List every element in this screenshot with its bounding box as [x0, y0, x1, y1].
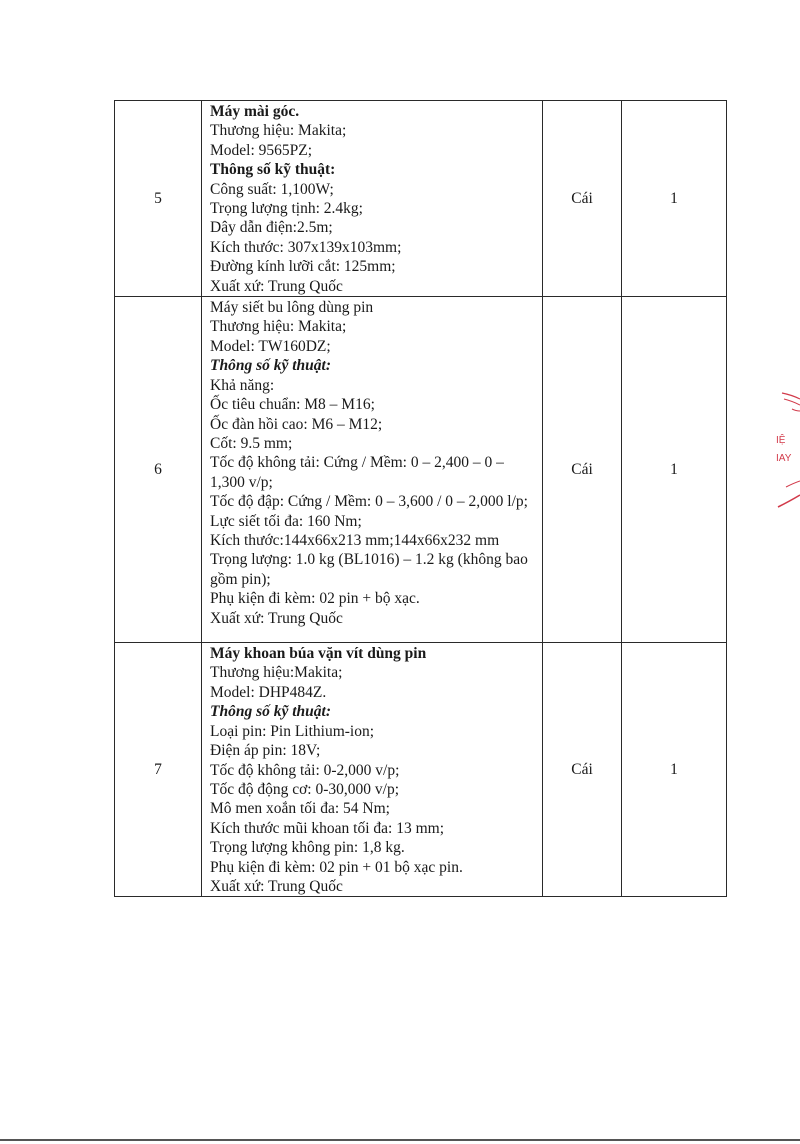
description-line: Kích thước:144x66x213 mm;144x66x232 mm [210, 531, 500, 549]
description-line: Kích thước mũi khoan tối đa: 13 mm; [210, 819, 444, 837]
description-line: Phụ kiện đi kèm: 02 pin + bộ xạc. [210, 590, 420, 608]
description-line: Xuất xứ: Trung Quốc [210, 277, 343, 295]
description-line: Trọng lượng không pin: 1,8 kg. [210, 839, 405, 857]
description-line: Mô men xoắn tối đa: 54 Nm; [210, 800, 390, 818]
description-line: Tốc độ không tải: Cứng / Mềm: 0 – 2,400 – 0 – 1,300 v/p; [210, 454, 504, 491]
description-line: Điện áp pin: 18V; [210, 742, 321, 760]
description-line: Kích thước: 307x139x103mm; [210, 238, 402, 256]
description-line: Tốc độ động cơ: 0-30,000 v/p; [210, 780, 400, 798]
description-line: Loại pin: Pin Lithium-ion; [210, 722, 375, 740]
item-description [202, 297, 543, 643]
unit-cell: Cái [543, 101, 622, 297]
description-line: Dây dẫn điện:2.5m; [210, 219, 333, 237]
description-line: Trọng lượng: 1.0 kg (BL1016) – 1.2 kg (không bao gồm pin); [210, 551, 528, 588]
description-line: Trọng lượng tịnh: 2.4kg; [210, 200, 363, 218]
description-line: Phụ kiện đi kèm: 02 pin + 01 bộ xạc pin. [210, 858, 463, 876]
scan-bottom-edge [0, 1139, 800, 1141]
unit-cell: Cái [543, 643, 622, 897]
description-line: Khả năng: [210, 376, 275, 394]
quantity-cell: 1 [622, 643, 727, 897]
description-line: Model: TW160DZ; [210, 337, 331, 355]
description-line: Thương hiệu: Makita; [210, 122, 347, 140]
description-line: Thương hiệu: Makita; [210, 318, 347, 336]
description-line: Cốt: 9.5 mm; [210, 434, 293, 452]
item-description [202, 101, 543, 297]
row-number: 7 [115, 643, 202, 897]
unit-cell: Cái [543, 297, 622, 643]
description-line: Máy khoan búa vặn vít dùng pin [210, 645, 427, 663]
equipment-table [114, 100, 727, 897]
red-stamp-fragment [770, 375, 800, 525]
quantity-cell: 1 [622, 101, 727, 297]
table-row [115, 101, 727, 297]
description-line: Đường kính lưỡi cắt: 125mm; [210, 258, 396, 276]
item-description [202, 643, 543, 897]
description-line: Xuất xứ: Trung Quốc [210, 609, 343, 627]
description-line: Model: 9565PZ; [210, 141, 313, 159]
description-line: Thông số kỹ thuật: [210, 703, 332, 721]
description-line: Máy mài góc. [210, 103, 300, 120]
description-line: Model: DHP484Z. [210, 683, 327, 701]
table-row [115, 643, 727, 897]
description-line: Lực siết tối đa: 160 Nm; [210, 512, 362, 530]
description-line: Máy siết bu lông dùng pin [210, 299, 374, 317]
row-number: 5 [115, 101, 202, 297]
stamp-text-fragment: IỆ [776, 435, 786, 446]
description-line: Ốc tiêu chuẩn: M8 – M16; [210, 396, 375, 414]
description-line: Tốc độ đập: Cứng / Mềm: 0 – 3,600 / 0 – 2,000 l/p; [210, 493, 528, 511]
description-line: Thông số kỹ thuật: [210, 357, 332, 375]
quantity-cell: 1 [622, 297, 727, 643]
stamp-text-fragment: IAY [776, 453, 792, 464]
description-line: Công suất: 1,100W; [210, 180, 334, 198]
description-line: Tốc độ không tải: 0-2,000 v/p; [210, 761, 400, 779]
description-line: Ốc đàn hồi cao: M6 – M12; [210, 415, 383, 433]
description-line: Thông số kỹ thuật: [210, 161, 336, 179]
description-line: Xuất xứ: Trung Quốc [210, 877, 343, 895]
table-row [115, 297, 727, 643]
description-line: Thương hiệu:Makita; [210, 664, 343, 682]
row-number: 6 [115, 297, 202, 643]
